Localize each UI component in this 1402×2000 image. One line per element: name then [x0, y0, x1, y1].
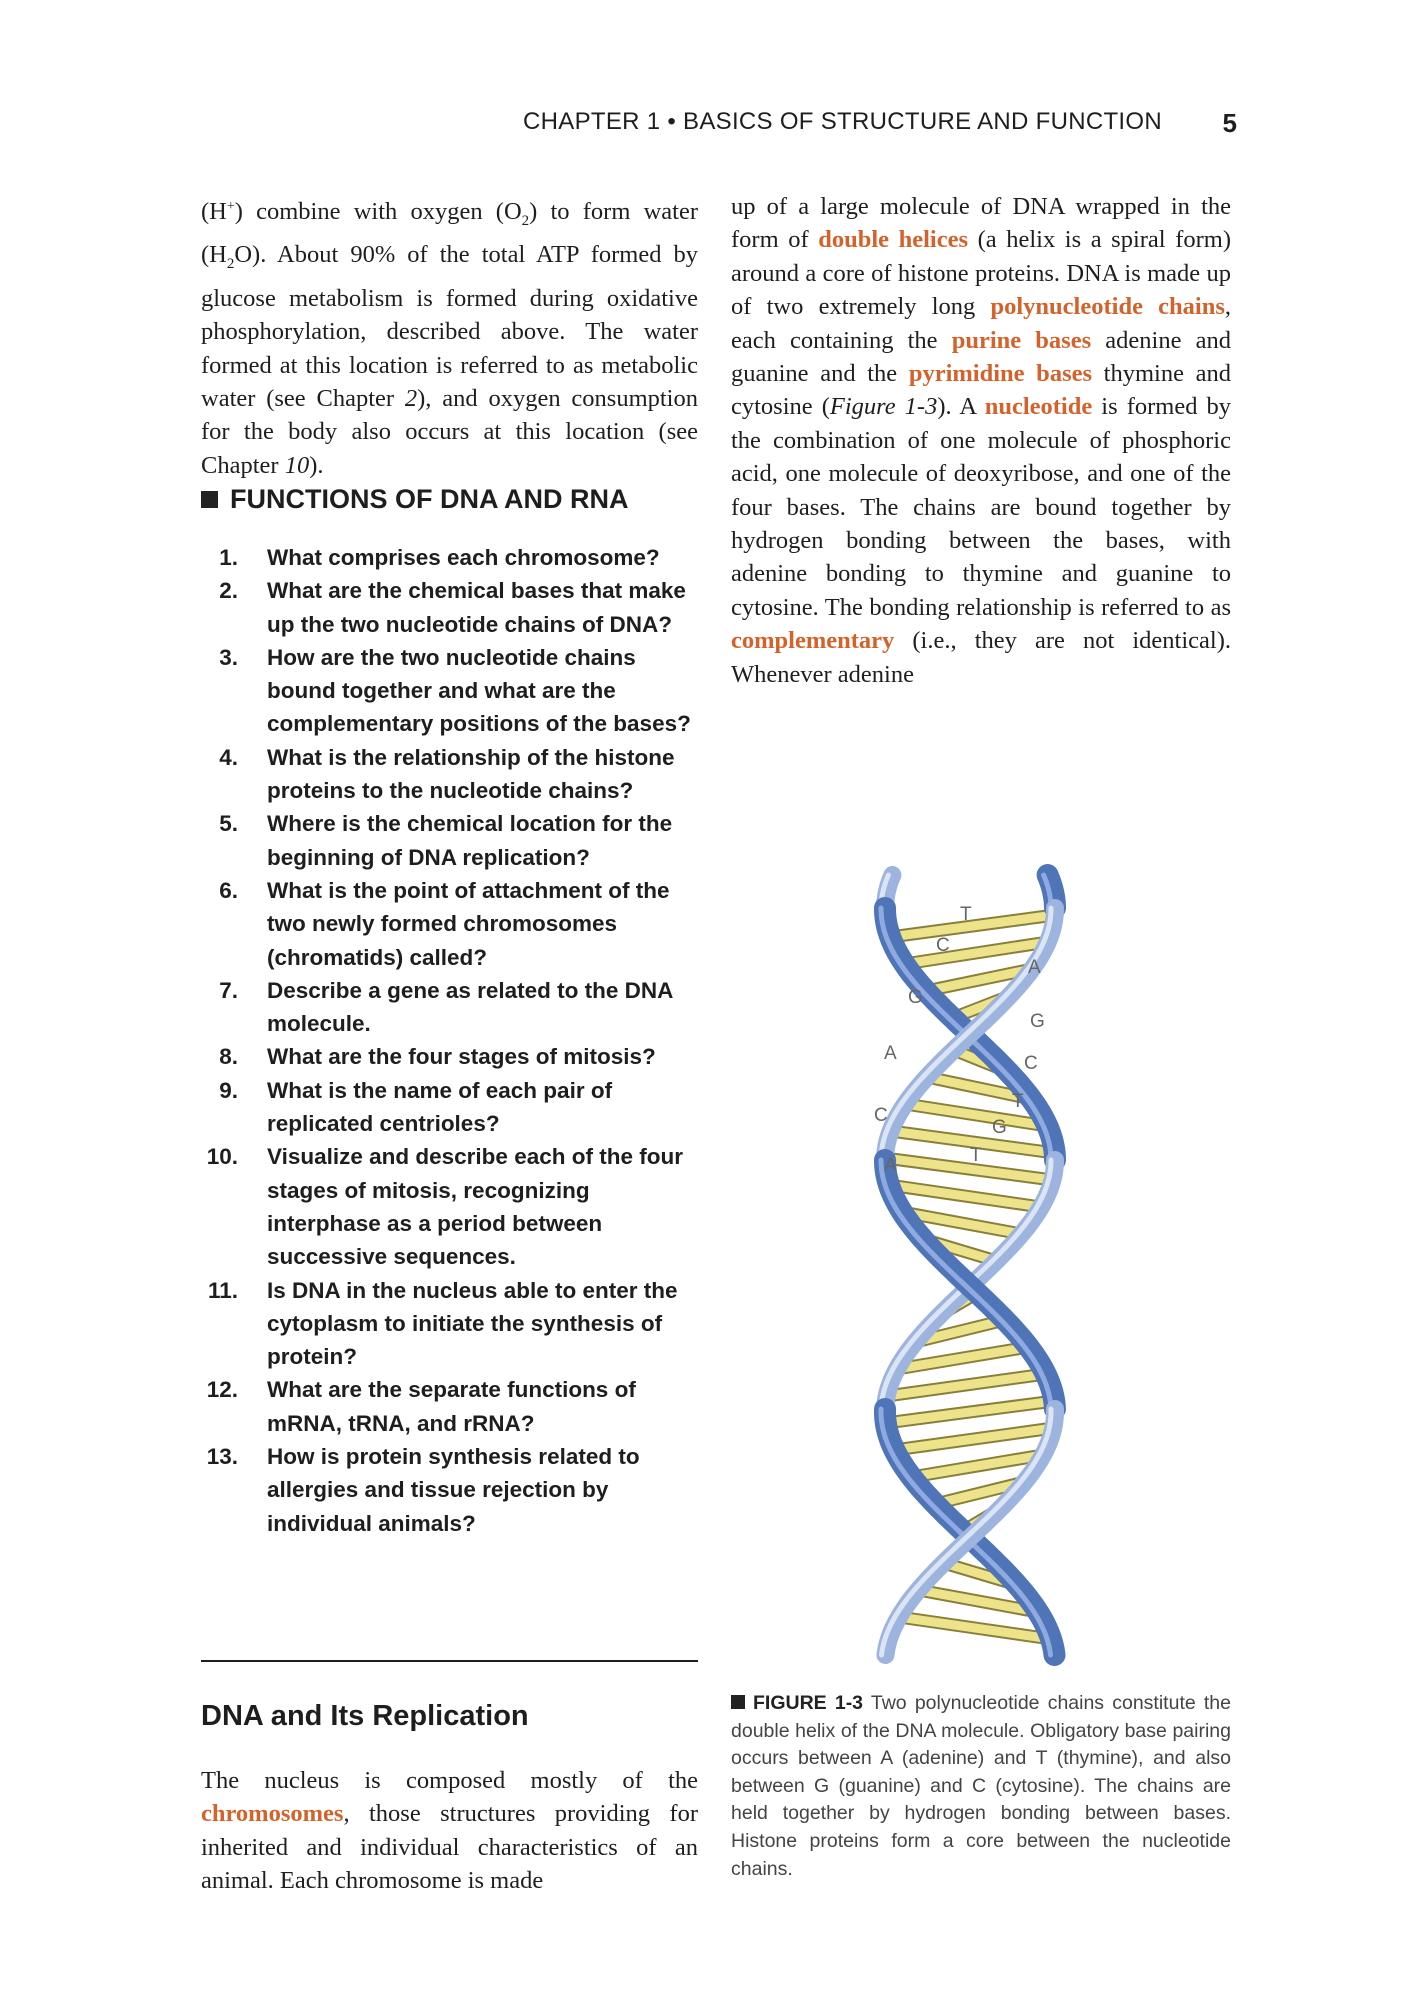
- question-text: How is protein synthesis related to allergies and tissue rejection by individual animals?: [267, 1444, 640, 1536]
- base-pair-rung: [904, 942, 1047, 964]
- figure-label: FIGURE 1-3: [753, 1692, 864, 1714]
- question-item: [201, 574, 698, 641]
- question-item: [201, 974, 698, 1041]
- question-number: 3.: [219, 644, 238, 670]
- question-text: Describe a gene as related to the DNA molecule.: [267, 977, 673, 1037]
- base-label-left: A: [884, 1043, 897, 1064]
- keyword-nucleotide: nucleotide: [984, 393, 1093, 421]
- question-text: What are the separate functions of mRNA, tRNA, and rRNA?: [267, 1377, 636, 1436]
- intro-paragraph: (H+) combine with oxygen $(O_2)$ to form water $(H_2O)$. About 90% of the total ATP formed by glucose metabolism is formed during oxidative phosphorylation, described above. The water formed at this location is referred to as metabolic water (see Chapter 2), and oxygen consumption for the body also occurs at this location (see Chapter 10).: [201, 198, 698, 479]
- base-label-left: A: [884, 1155, 897, 1176]
- base-label-right: A: [1028, 957, 1041, 978]
- question-item: [201, 1040, 698, 1073]
- keyword-purine-bases: purine bases: [951, 326, 1092, 354]
- question-text: What are the four stages of mitosis?: [267, 1044, 656, 1070]
- section-divider: [201, 1660, 698, 1662]
- question-number: 9.: [219, 1077, 238, 1103]
- question-item: [201, 1440, 698, 1540]
- question-item: [201, 741, 698, 808]
- question-item: [201, 874, 698, 974]
- question-item: [201, 1373, 698, 1440]
- study-questions-list: [201, 541, 698, 1540]
- keyword-pyrimidine-bases: pyrimidine bases: [908, 360, 1093, 388]
- question-number: 4.: [219, 744, 238, 770]
- question-text: What is the name of each pair of replicated centrioles?: [267, 1077, 613, 1137]
- dna-double-helix-figure: [820, 855, 1140, 1675]
- base-label-left: G: [908, 987, 923, 1008]
- caption-bullet-square: [731, 1695, 745, 1709]
- question-text: What are the chemical bases that make up the two nucleotide chains of DNA?: [267, 578, 686, 637]
- subsection-heading: DNA and Its Replication: [201, 1700, 529, 1732]
- dna-helix-illustration: [820, 855, 1140, 1675]
- base-label-right: C: [1024, 1053, 1038, 1074]
- base-label-right: T: [970, 1145, 982, 1166]
- base-label-right: T: [1012, 1091, 1024, 1112]
- base-label-left: C: [936, 935, 950, 956]
- question-number: 6.: [219, 877, 238, 903]
- figure-caption: [731, 1690, 1231, 1883]
- question-text: Where is the chemical location for the beginning of DNA replication?: [267, 811, 673, 870]
- caption-text: Two polynucleotide chains constitute the double helix of the DNA molecule. Obligatory base pairing occurs between A (adenine) and T (thymine), and also between G (guanine) and C (cytosine). The chains are held together by hydrogen bonding between bases. Histone proteins form a core between the nucleotide chains.: [731, 1692, 1231, 1880]
- question-text: What comprises each chromosome?: [267, 545, 660, 570]
- keyword-complementary: complementary: [731, 627, 895, 655]
- question-number: 1.: [219, 545, 238, 570]
- question-number: 5.: [219, 811, 238, 837]
- question-number: 12.: [206, 1377, 238, 1403]
- running-header: CHAPTER 1 • BASICS OF STRUCTURE AND FUNCTION: [523, 108, 1162, 135]
- base-label-left: T: [960, 904, 972, 925]
- question-number: 11.: [207, 1277, 238, 1303]
- base-pair-rung: [887, 1374, 1046, 1396]
- question-text: How are the two nucleotide chains bound together and what are the complementary positions of the bases?: [267, 644, 691, 737]
- question-number: 7.: [219, 977, 238, 1003]
- base-pair-rung: [899, 1617, 1051, 1639]
- base-label-right: G: [992, 1117, 1007, 1138]
- base-pair-rung: [885, 1158, 1052, 1180]
- replication-paragraph: The nucleus is composed mostly of the chromosomes, those structures providing for inherited and individual characteristics of an animal. Each chromosome is made: [201, 1767, 698, 1895]
- dna-structure-paragraph: up of a large molecule of DNA wrapped in the form of double helices (a helix is a spiral form) around a core of histone proteins. DNA is made up of two extremely long polynucleotide chains, each containing the purine bases adenine and guanine and the pyrimidine bases thymine and cytosine (Figure 1-3). A nucleotide is formed by the combination of one molecule of phosphoric acid, one molecule of deoxyribose, and one of the four bases. The chains are bound together by hydrogen bonding between the bases, with adenine bonding to thymine and guanine to cytosine. The bonding relationship is referred to as complementary (i.e., they are not identical). Whenever adenine: [731, 193, 1231, 688]
- page-number: 5: [1222, 108, 1237, 138]
- keyword-chromosomes: chromosomes: [201, 1800, 344, 1828]
- question-number: 10.: [206, 1144, 238, 1170]
- question-item: [201, 1274, 698, 1374]
- question-item: [201, 1140, 698, 1273]
- keyword-double-helices: double helices: [818, 226, 969, 254]
- question-number: 8.: [219, 1044, 238, 1070]
- question-text: Is DNA in the nucleus able to enter the cytoplasm to initiate the synthesis of protein?: [267, 1277, 678, 1370]
- question-text: What is the point of attachment of the two newly formed chromosomes (chromatids) called?: [267, 877, 670, 970]
- base-label-right: G: [1030, 1011, 1045, 1032]
- keyword-polynucleotide-chains: polynucleotide chains: [990, 293, 1225, 321]
- question-item: [201, 807, 698, 874]
- base-pair-rung: [889, 1185, 1041, 1207]
- question-number: 13.: [206, 1444, 238, 1470]
- base-pair-rung: [886, 1401, 1054, 1423]
- base-pair-rung: [890, 915, 1054, 937]
- question-item: [201, 541, 698, 574]
- question-number: 2.: [219, 578, 238, 604]
- base-label-left: C: [874, 1105, 888, 1126]
- figure-reference: Figure 1-3: [829, 393, 938, 421]
- heading-bullet-square: [201, 491, 218, 508]
- question-item: [201, 1074, 698, 1141]
- section-heading: FUNCTIONS OF DNA AND RNA: [201, 484, 698, 515]
- question-text: What is the relationship of the histone proteins to the nucleotide chains?: [267, 744, 675, 804]
- question-item: [201, 641, 698, 741]
- base-pair-rung: [894, 1428, 1053, 1450]
- question-text: Visualize and describe each of the four stages of mitosis, recognizing interphase as a period between successive sequences.: [267, 1144, 683, 1270]
